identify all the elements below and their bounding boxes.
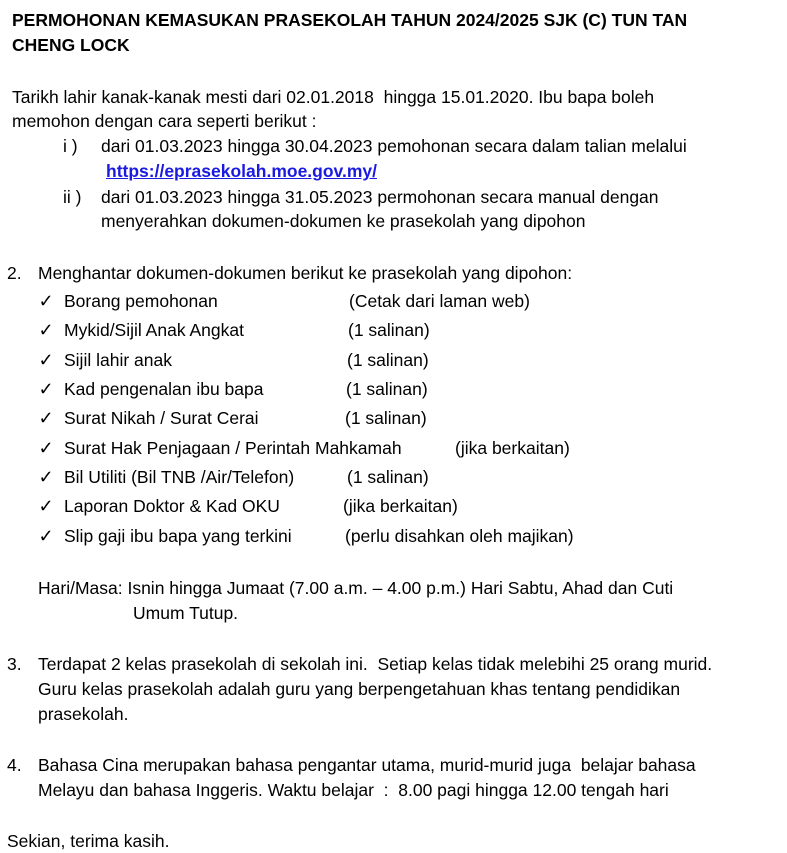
document-note: (1 salinan) <box>348 320 430 340</box>
document-name: Bil Utiliti (Bil TNB /Air/Telefon) <box>64 467 295 487</box>
check-icon: ✓ <box>38 408 54 428</box>
document-title-line1: PERMOHONAN KEMASUKAN PRASEKOLAH TAHUN 2024/2025 SJK (C) TUN TAN <box>12 10 688 30</box>
section3-line1: Terdapat 2 kelas prasekolah di sekolah ini. Setiap kelas tidak melebihi 25 orang murid. <box>38 654 713 674</box>
check-icon: ✓ <box>38 496 54 516</box>
check-icon: ✓ <box>38 467 54 487</box>
closing-text: Sekian, terima kasih. <box>7 831 170 851</box>
document-note: (1 salinan) <box>346 379 428 399</box>
document-name: Laporan Doktor & Kad OKU <box>64 496 280 516</box>
document-note: (1 salinan) <box>345 408 427 428</box>
item-ii-text-line2: menyerahkan dokumen-dokumen ke prasekolah yang dipohon <box>101 211 586 231</box>
check-icon: ✓ <box>38 291 54 311</box>
document-title-line2: CHENG LOCK <box>12 35 130 55</box>
document-name: Borang pemohonan <box>64 291 218 311</box>
item-ii-marker: ii ) <box>63 187 82 207</box>
section3-number: 3. <box>7 654 22 674</box>
document-name: Surat Hak Penjagaan / Perintah Mahkamah <box>64 438 402 458</box>
document-note: (1 salinan) <box>347 467 429 487</box>
document-name: Mykid/Sijil Anak Angkat <box>64 320 244 340</box>
check-icon: ✓ <box>38 526 54 546</box>
document-name: Slip gaji ibu bapa yang terkini <box>64 526 292 546</box>
section3-line3: prasekolah. <box>38 704 129 724</box>
document-note: (1 salinan) <box>347 350 429 370</box>
check-icon: ✓ <box>38 438 54 458</box>
document-note: (jika berkaitan) <box>343 496 458 516</box>
check-icon: ✓ <box>38 350 54 370</box>
intro-line2: memohon dengan cara seperti berikut : <box>12 111 317 131</box>
document-note: (perlu disahkan oleh majikan) <box>345 526 574 546</box>
item-ii-text-line1: dari 01.03.2023 hingga 31.05.2023 permohonan secara manual dengan <box>101 187 659 207</box>
section2-number: 2. <box>7 263 22 283</box>
office-hours-line1: Hari/Masa: Isnin hingga Jumaat (7.00 a.m. – 4.00 p.m.) Hari Sabtu, Ahad dan Cuti <box>38 578 674 598</box>
section4-line1: Bahasa Cina merupakan bahasa pengantar utama, murid-murid juga belajar bahasa <box>38 755 696 775</box>
eprasekolah-link[interactable]: https://eprasekolah.moe.gov.my/ <box>106 161 377 181</box>
document-name: Sijil lahir anak <box>64 350 172 370</box>
check-icon: ✓ <box>38 320 54 340</box>
office-hours-line2: Umum Tutup. <box>133 603 239 623</box>
document-name: Kad pengenalan ibu bapa <box>64 379 264 399</box>
section4-number: 4. <box>7 755 22 775</box>
section3-line2: Guru kelas prasekolah adalah guru yang berpengetahuan khas tentang pendidikan <box>38 679 681 699</box>
section2-heading: Menghantar dokumen-dokumen berikut ke prasekolah yang dipohon: <box>38 263 573 283</box>
document-note: (jika berkaitan) <box>455 438 570 458</box>
item-i-marker: i ) <box>63 136 78 156</box>
intro-line1: Tarikh lahir kanak-kanak mesti dari 02.01.2018 hingga 15.01.2020. Ibu bapa boleh <box>12 87 655 107</box>
check-icon: ✓ <box>38 379 54 399</box>
item-i-text: dari 01.03.2023 hingga 30.04.2023 pemohonan secara dalam talian melalui <box>101 136 687 156</box>
document-note: (Cetak dari laman web) <box>349 291 530 311</box>
section4-line2: Melayu dan bahasa Inggeris. Waktu belajar : 8.00 pagi hingga 12.00 tengah hari <box>38 780 669 800</box>
document-name: Surat Nikah / Surat Cerai <box>64 408 259 428</box>
